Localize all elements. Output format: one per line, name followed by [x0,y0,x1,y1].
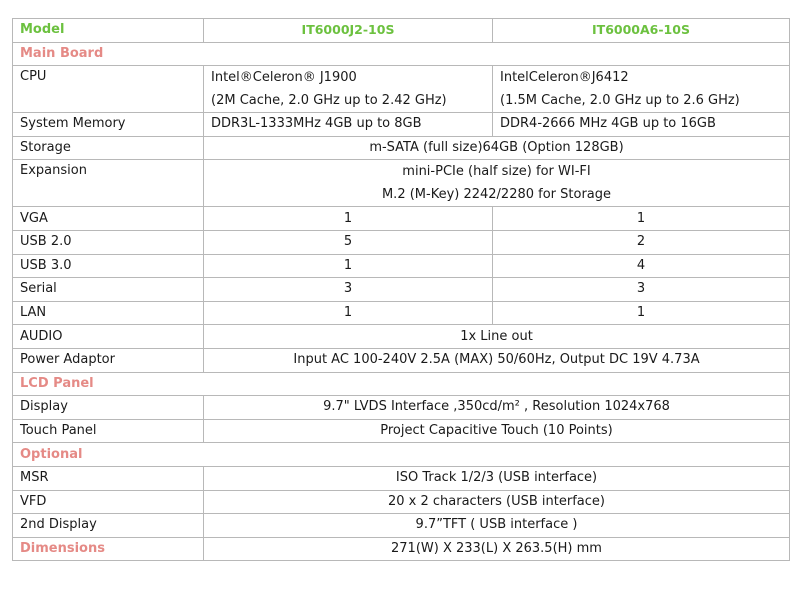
row-label-power: Power Adaptor [13,348,204,372]
row-label-expansion: Expansion [13,160,204,207]
table-row [13,490,790,514]
table-row [13,278,790,302]
row-label-msr: MSR [13,466,204,490]
table-row [13,160,790,207]
cpu-a6-line2: (1.5M Cache, 2.0 GHz up to 2.6 GHz) [500,93,740,109]
cpu-a6-cell [493,66,790,113]
display-value: 9.7" LVDS Interface ,350cd/m² , Resolution 1024x768 [204,396,790,420]
table-row [13,514,790,538]
section-optional: Optional [13,443,790,467]
cpu-a6-line1: IntelCeleron®J6412 [500,70,629,86]
expansion-cell [204,160,790,207]
row-label-audio: AUDIO [13,325,204,349]
cpu-j2-line2: (2M Cache, 2.0 GHz up to 2.42 GHz) [211,93,447,109]
model-row [13,19,790,43]
dimensions-value: 271(W) X 233(L) X 263.5(H) mm [204,537,790,561]
vga-j2: 1 [204,207,493,231]
memory-j2: DDR3L-1333MHz 4GB up to 8GB [204,113,493,137]
row-label-2nd-display: 2nd Display [13,514,204,538]
cpu-j2-cell [204,66,493,113]
usb3-a6: 4 [493,254,790,278]
row-label-lan: LAN [13,301,204,325]
expansion-line2: M.2 (M-Key) 2242/2280 for Storage [381,187,612,203]
table-row [13,66,790,113]
cpu-j2-line1: Intel®Celeron® J1900 [211,70,357,86]
section-dimensions: Dimensions [13,537,204,561]
audio-value: 1x Line out [204,325,790,349]
lan-a6: 1 [493,301,790,325]
serial-a6: 3 [493,278,790,302]
row-label-vfd: VFD [13,490,204,514]
section-row [13,372,790,396]
row-label-usb2: USB 2.0 [13,230,204,254]
row-label-memory: System Memory [13,113,204,137]
serial-j2: 3 [204,278,493,302]
row-label-touch: Touch Panel [13,419,204,443]
section-row [13,443,790,467]
table-row [13,113,790,137]
model-name-j2: IT6000J2-10S [204,19,493,43]
display2-value: 9.7”TFT ( USB interface ) [204,514,790,538]
spec-table [12,18,790,561]
table-row [13,419,790,443]
memory-a6: DDR4-2666 MHz 4GB up to 16GB [493,113,790,137]
table-row [13,537,790,561]
usb2-j2: 5 [204,230,493,254]
table-row [13,254,790,278]
table-row [13,348,790,372]
table-row [13,325,790,349]
expansion-line1: mini-PCIe (half size) for WI-FI [402,164,591,180]
model-name-a6: IT6000A6-10S [493,19,790,43]
row-label-display: Display [13,396,204,420]
model-label: Model [13,19,204,43]
section-lcd-panel: LCD Panel [13,372,790,396]
row-label-serial: Serial [13,278,204,302]
power-value: Input AC 100-240V 2.5A (MAX) 50/60Hz, Output DC 19V 4.73A [204,348,790,372]
row-label-usb3: USB 3.0 [13,254,204,278]
row-label-storage: Storage [13,136,204,160]
vga-a6: 1 [493,207,790,231]
lan-j2: 1 [204,301,493,325]
row-label-cpu: CPU [13,66,204,113]
touch-value: Project Capacitive Touch (10 Points) [204,419,790,443]
usb2-a6: 2 [493,230,790,254]
table-row [13,136,790,160]
usb3-j2: 1 [204,254,493,278]
table-row [13,466,790,490]
table-row [13,396,790,420]
row-label-vga: VGA [13,207,204,231]
section-row [13,42,790,66]
table-row [13,230,790,254]
storage-value: m-SATA (full size)64GB (Option 128GB) [204,136,790,160]
vfd-value: 20 x 2 characters (USB interface) [204,490,790,514]
table-row [13,301,790,325]
msr-value: ISO Track 1/2/3 (USB interface) [204,466,790,490]
section-main-board: Main Board [13,42,790,66]
table-row [13,207,790,231]
